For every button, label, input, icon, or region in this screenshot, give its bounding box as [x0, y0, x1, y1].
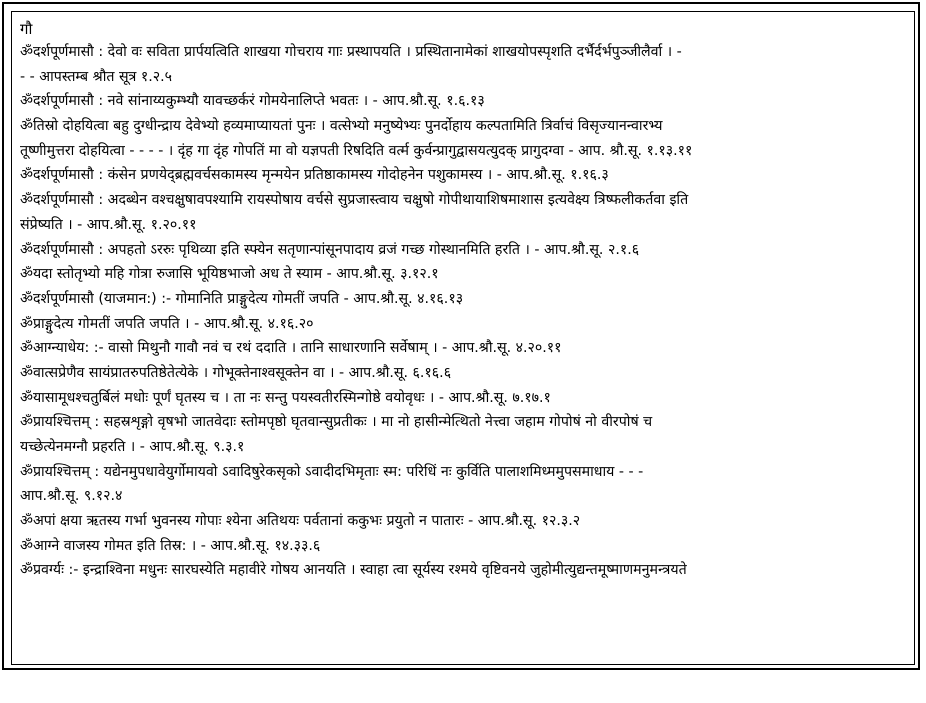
text-line-11: ॐदर्शपूर्णमासौ (याजमान:) :- गोमानिति प्राङ्गुदेत्य गोमतीं जपति - आप.श्रौ.सू. ४.१६.१३	[20, 290, 464, 307]
text-line-8: संप्रेष्यति । - आप.श्रौ.सू. १.२०.११	[20, 216, 197, 233]
text-line-10: ॐयदा स्तोतृभ्यो महि गोत्रा रुजासि भूयिष्ठभाजो अध ते स्याम - आप.श्रौ.सू. ३.१२.१	[20, 266, 439, 283]
text-line-17: यच्छेत्येनमग्नौ प्रहरति । - आप.श्रौ.सू. ९.३.१	[20, 439, 245, 455]
heading: गौ	[20, 20, 33, 38]
text-panel	[11, 11, 915, 665]
text-line-21: ॐआग्ने वाजस्य गोमत इति तिस्र: । - आप.श्रौ.सू. १४.३३.६	[20, 537, 321, 554]
text-line-18: ॐप्रायश्चित्तम् : यद्येनमुपधावेयुर्गोमायवो ऽवादिषुरेकसृको ऽवादीदभिमृताः स्म: परिधिं नः कुर्विति पालाशमिध्ममुपसमाधाय - - -	[20, 463, 644, 480]
outer-border	[2, 2, 920, 670]
text-line-19: आप.श्रौ.सू. ९.१२.४	[20, 488, 123, 505]
text-line-14: ॐवात्सप्रेणैव सायंप्रातरुपतिष्ठेतेत्येके । गोभूक्तेनाश्वसूक्तेन वा । - आप.श्रौ.सू. ६.१६.६	[20, 364, 452, 381]
text-line-3: ॐदर्शपूर्णमासौ : नवे सांनाय्यकुम्भ्यौ यावच्छर्करं गोमयेनालिप्ते भवतः । - आप.श्रौ.सू. १.६.१३	[20, 93, 485, 110]
text-line-22: ॐप्रवर्ग्यः :- इन्द्राश्विना मधुनः सारघस्येति महावीरे गोषय आनयति । स्वाहा त्वा सूर्यस्य रश्मये वृष्टिवनये जुहोमीत्युद्यन्तमूष्माणमनुमन्त्रयते	[20, 562, 687, 579]
text-line-7: ॐदर्शपूर्णमासौ : अदब्धेन वश्चक्षुषावपश्यामि रायस्पोषाय वर्चसे सुप्रजास्त्वाय चक्षुषो गोपीथायाशिषमाशास इत्यवेक्ष्य त्रिष्फलीकर्तवा इति	[20, 192, 689, 209]
text-line-12: ॐप्राङ्गुदेत्य गोमतीं जपति जपति । - आप.श्रौ.सू. ४.१६.२०	[20, 315, 314, 332]
text-line-13: ॐआग्न्याधेय: :- वासो मिथुनौ गावौ नवं च रथं ददाति । तानि साधारणानि सर्वेषाम् । - आप.श्रौ.सू. ४.२०.११	[20, 340, 562, 357]
text-line-6: ॐदर्शपूर्णमासौ : कंसेन प्रणयेद्ब्रह्मवर्चसकामस्य मृन्मयेन प्रतिष्ठाकामस्य गोदोहनेन पशुकामस्य । - आप.श्रौ.सू. १.१६.३	[20, 167, 609, 184]
text-line-20: ॐअपां क्षया ऋतस्य गर्भा भुवनस्य गोपाः श्येना अतिथयः पर्वतानां ककुभः प्रयुतो न पातारः - आप.श्रौ.सू. १२.३.२	[20, 513, 581, 530]
text-line-1: ॐदर्शपूर्णमासौ : देवो वः सविता प्रार्पयत्विति शाखया गोचराय गाः प्रस्थापयति । प्रस्थितानामेकां शाखयोपस्पृशति दर्भैर्दर्भपुञ्जीलैर्वा । -	[20, 44, 682, 60]
text-line-15: ॐयासामूधश्चतुर्बिलं मधोः पूर्णं घृतस्य च । ता नः सन्तु पयस्वतीरस्मिन्गोष्ठे वयोवृधः । - आप.श्रौ.सू. ७.१७.१	[20, 389, 551, 406]
text-line-9: ॐदर्शपूर्णमासौ : अपहतो ऽररुः पृथिव्या इति स्फ्येन सतृणान्पांसूनपादाय व्रजं गच्छ गोस्थानमिति हरति । - आप.श्रौ.सू. २.१.६	[20, 241, 640, 258]
text-line-2: - - आपस्तम्ब श्रौत सूत्र १.२.५	[20, 68, 173, 85]
text-line-4: ॐतिस्रो दोहयित्वा बहु दुग्धीन्द्राय देवेभ्यो हव्यमाप्यायतां पुनः । वत्सेभ्यो मनुष्येभ्यः पुनर्दोहाय कल्पतामिति त्रिर्वाचं विसृज्यानन्वारभ्य	[20, 118, 663, 135]
text-line-16: ॐप्रायश्चित्तम् : सहस्रशृङ्गो वृषभो जातवेदाः स्तोमपृष्ठो घृतवान्सुप्रतीकः । मा नो हासीन्मेत्थितो नेत्त्वा जहाम गोपोषं नो वीरपोषं च	[20, 414, 653, 431]
text-line-5: तूष्णीमुत्तरा दोहयित्वा - - - - । दृंह गा दृंह गोपतिं मा वो यज्ञपती रिषदिति वर्त्म कुर्वन्प्रागुद्वासयत्युदक् प्रागुदग्वा - आप. श्रौ.सू. १.१३.११	[20, 142, 693, 159]
